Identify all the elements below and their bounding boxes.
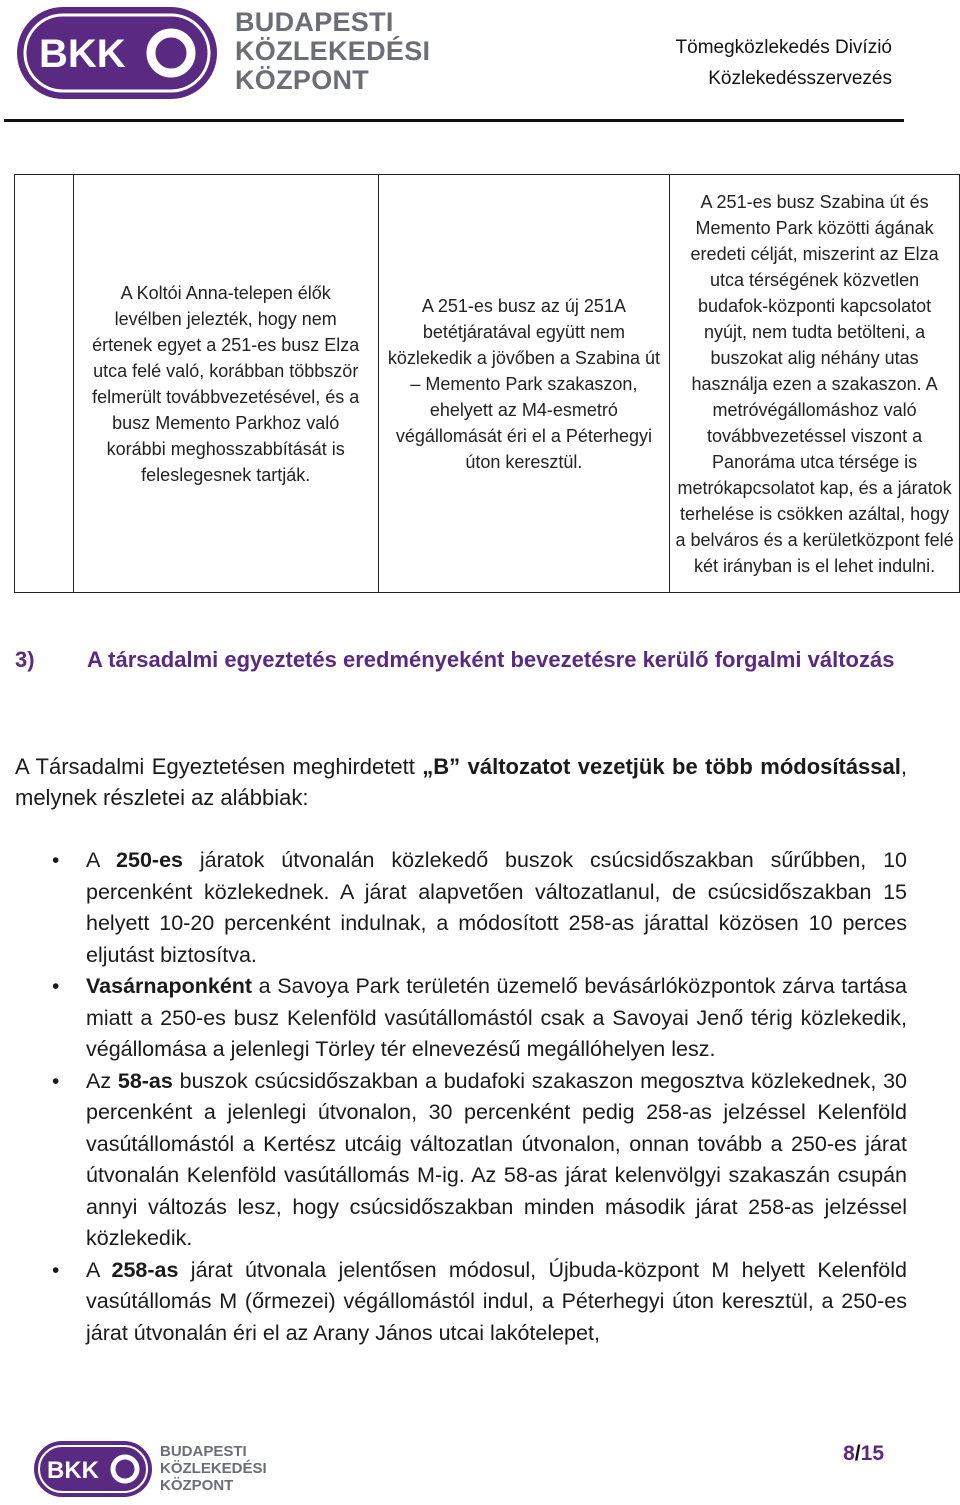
- department-name: Közlekedésszervezés: [708, 68, 892, 89]
- proposal-table: [14, 174, 960, 593]
- list-item: • A 250-es járatok útvonalán közlekedő buszok csúcsidőszakban sűrűbben, 10 percenként közlekednek. A járat alapvetően változatlanul, de csúcsidőszakban 15 helyett 10-20 percenként indulnak, a módosított 258-as járattal közösen 10 perces eljutást biztosítva.: [0, 845, 907, 971]
- intro-paragraph: [15, 751, 907, 813]
- change-list: [0, 845, 907, 1349]
- logo-line-3: KÖZPONT: [235, 65, 370, 95]
- bullet-icon: •: [52, 1069, 60, 1093]
- page-current: 8: [843, 1442, 855, 1465]
- list-item: • Vasárnaponként a Savoya Park területén üzemelő bevásárlóközpontok zárva tartása miatt a 250-es busz Kelenföld vasútállomástól csak a Savoyai Jenő térig közlekedik, végállomása a jelenlegi Törley tér elnevezésű megállóhelyen lesz.: [0, 971, 907, 1066]
- page-header: [0, 0, 960, 125]
- header-org-info: [676, 32, 892, 94]
- section-number: 3): [15, 647, 35, 672]
- division-name: Tömegközlekedés Divízió: [675, 37, 892, 58]
- table-row: [15, 175, 960, 593]
- intro-text-2: , melynek részletei az alábbiak:: [15, 754, 907, 810]
- bullet-icon: •: [52, 1258, 60, 1282]
- bullet-icon: •: [52, 849, 60, 872]
- table-cell-index: [15, 175, 74, 593]
- table-cell-reason: A 251-es busz Szabina út és Memento Park közötti ágának eredeti célját, miszerint az Elza utca térségének közvetlen budafok-központi kapcsolatot nyújt, nem tudta betölteni, a buszokat alig néhány utas használja ezen a szakaszon. A metróvégállomáshoz való továbbvezetéssel viszont a Panoráma utca térsége is metrókapcsolatot kap, és a járatok terhelése is csökken azáltal, hogy a belváros és a kerületközpont felé két irányban is el lehet indulni.: [670, 175, 960, 593]
- page-number: [843, 1442, 884, 1466]
- table-cell-comment: A Koltói Anna-telepen élők levélben jelezték, hogy nem értenek egyet a 251-es busz Elza utca felé való, korábban többször felmerült továbbvezetésével, és a busz Memento Parkhoz való korábbi meghosszabbítását is feleslegesnek tartják.: [73, 175, 378, 593]
- section-title: A társadalmi egyeztetés eredményeként bevezetésre kerülő forgalmi változás: [87, 647, 895, 672]
- logo-mark-text: BKK: [39, 32, 126, 76]
- footer-logo-wordmark: BUDAPESTI KÖZLEKEDÉSI KÖZPONT: [160, 1443, 267, 1494]
- intro-text-1: A Társadalmi Egyeztetésen meghirdetett: [15, 754, 423, 779]
- bkk-footer-logo-icon: [33, 1440, 153, 1498]
- footer-logo-mark-text: BKK: [47, 1457, 99, 1484]
- page-separator: /: [854, 1442, 861, 1465]
- list-item: • Az 58-as buszok csúcsidőszakban a budafoki szakaszon megosztva közlekednek, 30 percenként a jelenlegi útvonalon, 30 percenként pedig 258-as jelzéssel Kelenföld vasútállomástól a Kertész utcáig változatlan útvonalon, onnan tovább a 250-es járat útvonalán Kelenföld vasútállomás M-ig. Az 58-as járat kelenvölgyi szakaszán csupán annyi változás lesz, hogy csúcsidőszakban minden második járat 258-as jelzéssel közlekedik.: [0, 1066, 907, 1255]
- list-item: • A 258-as járat útvonala jelentősen módosul, Újbuda-központ M helyett Kelenföld vasútállomás M (őrmezei) végállomástól indul, a Péterhegyi úton keresztül, a 250-es járat útvonalán éri el az Arany János utcai lakótelepet,: [0, 1255, 907, 1350]
- section-heading: [15, 646, 907, 673]
- intro-bold: „B” változatot vezetjük be több módosítással: [422, 754, 901, 779]
- header-divider: [4, 119, 904, 122]
- table-cell-response: A 251-es busz az új 251A betétjáratával együtt nem közlekedik a jövőben a Szabina út – Memento Park szakaszon, ehelyett az M4-esmetró végállomását éri el a Péterhegyi úton keresztül.: [378, 175, 670, 593]
- logo-line-2: KÖZLEKEDÉSI: [235, 36, 431, 66]
- bkk-logo-icon: [15, 5, 220, 101]
- bullet-icon: •: [52, 975, 60, 998]
- logo-wordmark: [235, 8, 430, 95]
- logo-line-1: BUDAPESTI: [235, 7, 394, 37]
- page-total: 15: [860, 1442, 884, 1465]
